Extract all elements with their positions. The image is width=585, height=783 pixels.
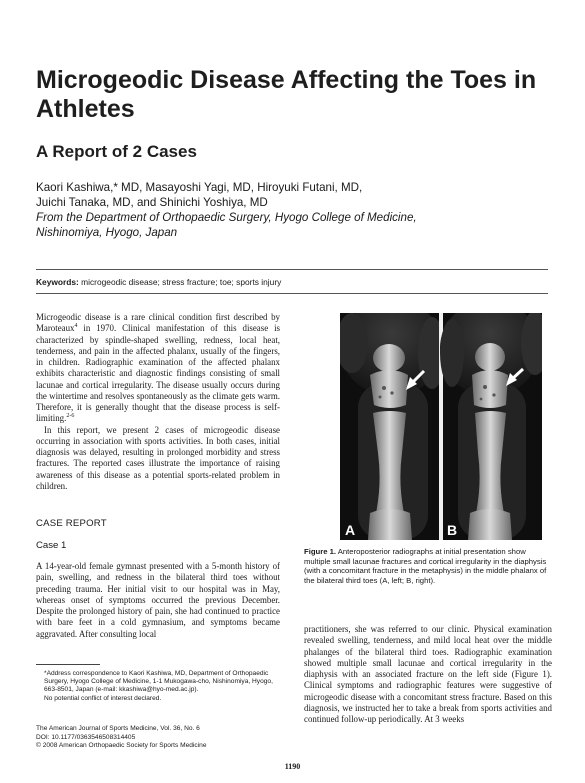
section-heading-case-report: CASE REPORT bbox=[36, 518, 107, 529]
journal-citation bbox=[36, 725, 286, 751]
article-title: Microgeodic Disease Affecting the Toes in Athletes bbox=[36, 66, 537, 123]
figure-caption-label: Figure 1. bbox=[304, 547, 337, 556]
affiliation-line-2: Nishinomiya, Hyogo, Japan bbox=[36, 226, 178, 239]
citation-superscript: 4 bbox=[74, 323, 78, 330]
figure-1-caption bbox=[304, 547, 552, 585]
page-number: 1190 bbox=[284, 762, 301, 771]
affiliation-line-1: From the Department of Orthopaedic Surgery, Hyogo College of Medicine, bbox=[36, 211, 417, 224]
figure-caption-text: Anteroposterior radiographs at initial presentation show multiple small lacunae fractures and cortical irregularity in the diaphysis (with a concomitant fracture in the metaphysis) in the middle phalanx of the bilateral third toes (A, left; B, right). bbox=[304, 547, 547, 585]
panel-label-b: B bbox=[447, 522, 458, 538]
radiograph-image bbox=[340, 313, 542, 540]
keywords-label: Keywords: bbox=[36, 277, 79, 287]
doi-line: DOI: 10.1177/0363546508314405 bbox=[36, 733, 136, 741]
citation-superscript: 2-6 bbox=[66, 413, 75, 420]
introduction-section bbox=[36, 312, 280, 492]
correspondence-footnote bbox=[36, 670, 280, 703]
intro-paragraph-1: Microgeodic disease is a rare clinical condition first described by Maroteaux$^4$ in 1970. Clinical manifestation of this disease is characterized by spindle-shaped swelling, redness, local heat, tenderness, and pain in the affected phalanx, usually of the fingers, in children. Radiographic examination of the affected phalanx exhibits characteristic and diagnostic findings consisting of small lacunae and cortical irregularity. The disease usually occurs during the wintertime and resolves spontaneously as the climate gets warm. Therefore, it is generally thought that the disease process is self-limiting.$^{2-6}$ bbox=[36, 312, 280, 424]
author-list-line-1: Kaori Kashiwa,* MD, Masayoshi Yagi, MD, Hiroyuki Futani, MD, bbox=[36, 181, 363, 194]
keywords-list: microgeodic disease; stress fracture; toe; sports injury bbox=[81, 277, 282, 287]
author-list-line-2: Juichi Tanaka, MD, and Shinichi Yoshiya, MD bbox=[36, 196, 268, 209]
case-1-paragraph: A 14-year-old female gymnast presented with a 5-month history of pain, swelling, and redness in the bilateral third toes without preceding trauma. Her initial visit to our hospital was in May, whereas onset of symptoms occurred the previous December. Despite the prolonged history of pain, she had continued to practice with bare feet in a cold gymnasium, and symptoms became aggravated. After consulting local bbox=[36, 561, 280, 639]
intro-paragraph-2: In this report, we present 2 cases of microgeodic disease occurring in association with sports activities. In both cases, initial diagnosis was delayed, resulting in prolonged morbidity and stress fractures. The reported cases illustrate the importance of raising awareness of this disease as a potential sports-related problem in children. bbox=[36, 424, 280, 491]
keywords-bottom-rule bbox=[36, 293, 548, 294]
copyright-line: © 2008 American Orthopaedic Society for Sports Medicine bbox=[36, 742, 207, 749]
journal-name-line: The American Journal of Sports Medicine, Vol. 36, No. 6 bbox=[36, 725, 200, 732]
figure-1-radiographs bbox=[340, 313, 542, 540]
subsection-heading-case-1: Case 1 bbox=[36, 540, 67, 551]
keywords-top-rule bbox=[36, 269, 548, 270]
author-block bbox=[36, 180, 556, 240]
conflict-statement: No potential conflict of interest declared. bbox=[44, 694, 162, 702]
panel-label-a: A bbox=[345, 522, 356, 538]
correspondence-text: *Address correspondence to Kaori Kashiwa, MD, Department of Orthopaedic Surgery, Hyogo College of Medicine, 1-1 Mukogawa-cho, Nishinomiya, Hyogo, 663-8501, Japan (e-mail: kkashiwa@hyo-med.ac.jp). bbox=[44, 670, 273, 694]
case-1-continued-paragraph: practitioners, she was referred to our clinic. Physical examination revealed swelling, tenderness, and mild local heat over the middle phalanges of the bilateral third toes. Radiographic examination showed multiple small lacunae and cortical irregularity in the diaphysis with an associated fracture on the left side (Figure 1). Clinical symptoms and radiographic features were suggestive of microgeodic disease with a concomitant stress fracture. Based on this diagnosis, we instructed her to take a break from sports activities and continued follow-up periodically. At 3 weeks bbox=[304, 624, 552, 724]
radiograph-panel-b bbox=[440, 313, 542, 540]
footnote-rule bbox=[36, 664, 100, 665]
radiograph-panel-a bbox=[340, 313, 446, 540]
keywords-line bbox=[36, 277, 281, 287]
article-subtitle: A Report of 2 Cases bbox=[36, 142, 197, 161]
